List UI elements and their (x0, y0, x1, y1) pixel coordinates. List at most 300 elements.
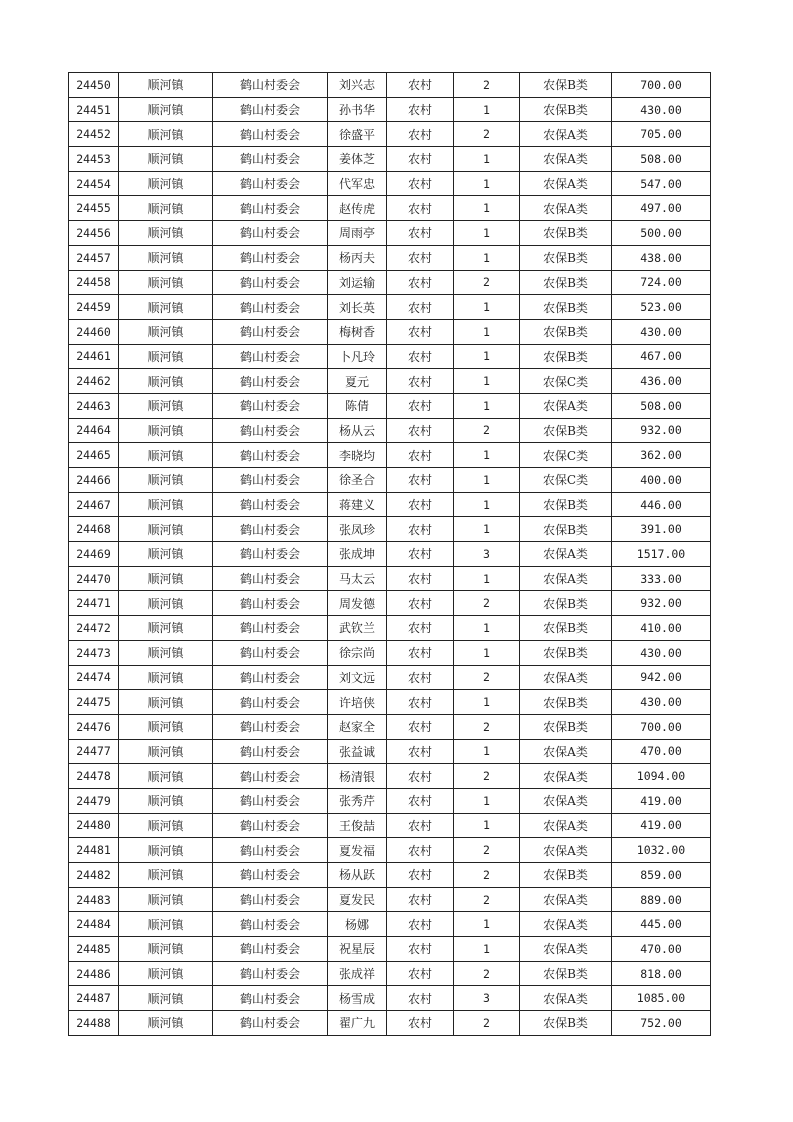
insurance-category-cell: 农保B类 (520, 961, 612, 986)
household-type-cell: 农村 (387, 147, 454, 172)
household-size-cell: 1 (454, 171, 520, 196)
household-type-cell: 农村 (387, 344, 454, 369)
table-body (69, 73, 711, 1036)
village-committee-cell: 鹤山村委会 (213, 73, 328, 98)
amount-cell: 446.00 (612, 492, 711, 517)
amount-cell: 430.00 (612, 690, 711, 715)
village-committee-cell: 鹤山村委会 (213, 418, 328, 443)
village-committee-cell: 鹤山村委会 (213, 764, 328, 789)
insurance-category-cell: 农保B类 (520, 221, 612, 246)
serial-number-cell: 24451 (69, 97, 119, 122)
serial-number-cell: 24475 (69, 690, 119, 715)
town-cell: 顺河镇 (119, 196, 213, 221)
village-committee-cell: 鹤山村委会 (213, 492, 328, 517)
amount-cell: 932.00 (612, 418, 711, 443)
insurance-category-cell: 农保A类 (520, 838, 612, 863)
household-type-cell: 农村 (387, 690, 454, 715)
insurance-category-cell: 农保B类 (520, 319, 612, 344)
amount-cell: 438.00 (612, 245, 711, 270)
household-type-cell: 农村 (387, 171, 454, 196)
insurance-category-cell: 农保B类 (520, 270, 612, 295)
town-cell: 顺河镇 (119, 887, 213, 912)
village-committee-cell: 鹤山村委会 (213, 221, 328, 246)
town-cell: 顺河镇 (119, 492, 213, 517)
serial-number-cell: 24481 (69, 838, 119, 863)
table-row (69, 813, 711, 838)
table-row (69, 1011, 711, 1036)
name-cell: 杨清银 (328, 764, 387, 789)
household-size-cell: 1 (454, 344, 520, 369)
name-cell: 王俊喆 (328, 813, 387, 838)
household-type-cell: 农村 (387, 566, 454, 591)
serial-number-cell: 24456 (69, 221, 119, 246)
town-cell: 顺河镇 (119, 542, 213, 567)
name-cell: 张秀芹 (328, 788, 387, 813)
amount-cell: 436.00 (612, 369, 711, 394)
household-size-cell: 1 (454, 245, 520, 270)
name-cell: 徐宗尚 (328, 640, 387, 665)
insurance-category-cell: 农保A类 (520, 122, 612, 147)
household-size-cell: 1 (454, 319, 520, 344)
household-type-cell: 农村 (387, 270, 454, 295)
town-cell: 顺河镇 (119, 443, 213, 468)
amount-cell: 497.00 (612, 196, 711, 221)
amount-cell: 724.00 (612, 270, 711, 295)
table-row (69, 122, 711, 147)
amount-cell: 547.00 (612, 171, 711, 196)
table-row (69, 171, 711, 196)
insurance-category-cell: 农保C类 (520, 468, 612, 493)
household-size-cell: 3 (454, 986, 520, 1011)
serial-number-cell: 24469 (69, 542, 119, 567)
table-row (69, 295, 711, 320)
town-cell: 顺河镇 (119, 517, 213, 542)
name-cell: 卜凡玲 (328, 344, 387, 369)
name-cell: 杨娜 (328, 912, 387, 937)
household-size-cell: 1 (454, 739, 520, 764)
serial-number-cell: 24482 (69, 863, 119, 888)
amount-cell: 932.00 (612, 591, 711, 616)
village-committee-cell: 鹤山村委会 (213, 393, 328, 418)
household-size-cell: 1 (454, 147, 520, 172)
serial-number-cell: 24460 (69, 319, 119, 344)
name-cell: 徐圣合 (328, 468, 387, 493)
household-type-cell: 农村 (387, 295, 454, 320)
table-row (69, 97, 711, 122)
serial-number-cell: 24476 (69, 714, 119, 739)
town-cell: 顺河镇 (119, 147, 213, 172)
household-type-cell: 农村 (387, 739, 454, 764)
table-row (69, 739, 711, 764)
insurance-category-cell: 农保A类 (520, 665, 612, 690)
household-size-cell: 1 (454, 393, 520, 418)
name-cell: 李晓均 (328, 443, 387, 468)
insurance-category-cell: 农保B类 (520, 616, 612, 641)
village-committee-cell: 鹤山村委会 (213, 566, 328, 591)
serial-number-cell: 24468 (69, 517, 119, 542)
name-cell: 梅树香 (328, 319, 387, 344)
name-cell: 张成坤 (328, 542, 387, 567)
name-cell: 夏发民 (328, 887, 387, 912)
household-type-cell: 农村 (387, 640, 454, 665)
serial-number-cell: 24485 (69, 937, 119, 962)
household-size-cell: 2 (454, 887, 520, 912)
name-cell: 姜体芝 (328, 147, 387, 172)
town-cell: 顺河镇 (119, 270, 213, 295)
household-size-cell: 3 (454, 542, 520, 567)
serial-number-cell: 24472 (69, 616, 119, 641)
serial-number-cell: 24471 (69, 591, 119, 616)
household-type-cell: 农村 (387, 443, 454, 468)
name-cell: 刘长英 (328, 295, 387, 320)
serial-number-cell: 24484 (69, 912, 119, 937)
household-type-cell: 农村 (387, 245, 454, 270)
household-size-cell: 1 (454, 690, 520, 715)
household-type-cell: 农村 (387, 813, 454, 838)
village-committee-cell: 鹤山村委会 (213, 739, 328, 764)
household-size-cell: 1 (454, 369, 520, 394)
serial-number-cell: 24450 (69, 73, 119, 98)
household-type-cell: 农村 (387, 714, 454, 739)
village-committee-cell: 鹤山村委会 (213, 665, 328, 690)
insurance-category-cell: 农保B类 (520, 245, 612, 270)
village-committee-cell: 鹤山村委会 (213, 468, 328, 493)
insurance-category-cell: 农保A类 (520, 813, 612, 838)
village-committee-cell: 鹤山村委会 (213, 245, 328, 270)
town-cell: 顺河镇 (119, 739, 213, 764)
household-type-cell: 农村 (387, 369, 454, 394)
village-committee-cell: 鹤山村委会 (213, 196, 328, 221)
town-cell: 顺河镇 (119, 665, 213, 690)
name-cell: 夏元 (328, 369, 387, 394)
amount-cell: 889.00 (612, 887, 711, 912)
village-committee-cell: 鹤山村委会 (213, 961, 328, 986)
serial-number-cell: 24453 (69, 147, 119, 172)
village-committee-cell: 鹤山村委会 (213, 344, 328, 369)
name-cell: 杨雪成 (328, 986, 387, 1011)
household-type-cell: 农村 (387, 73, 454, 98)
household-size-cell: 2 (454, 270, 520, 295)
table-row (69, 690, 711, 715)
serial-number-cell: 24452 (69, 122, 119, 147)
village-committee-cell: 鹤山村委会 (213, 887, 328, 912)
table-row (69, 591, 711, 616)
household-size-cell: 1 (454, 616, 520, 641)
insurance-category-cell: 农保B类 (520, 492, 612, 517)
amount-cell: 818.00 (612, 961, 711, 986)
household-size-cell: 1 (454, 492, 520, 517)
table-row (69, 147, 711, 172)
insurance-category-cell: 农保B类 (520, 517, 612, 542)
household-size-cell: 2 (454, 418, 520, 443)
household-type-cell: 农村 (387, 418, 454, 443)
household-type-cell: 农村 (387, 838, 454, 863)
insurance-category-cell: 农保A类 (520, 393, 612, 418)
village-committee-cell: 鹤山村委会 (213, 319, 328, 344)
serial-number-cell: 24479 (69, 788, 119, 813)
household-type-cell: 农村 (387, 542, 454, 567)
town-cell: 顺河镇 (119, 566, 213, 591)
name-cell: 刘运输 (328, 270, 387, 295)
amount-cell: 942.00 (612, 665, 711, 690)
village-committee-cell: 鹤山村委会 (213, 838, 328, 863)
household-type-cell: 农村 (387, 319, 454, 344)
household-size-cell: 2 (454, 665, 520, 690)
village-committee-cell: 鹤山村委会 (213, 517, 328, 542)
insurance-category-cell: 农保A类 (520, 566, 612, 591)
town-cell: 顺河镇 (119, 369, 213, 394)
name-cell: 马太云 (328, 566, 387, 591)
table-row (69, 788, 711, 813)
amount-cell: 1032.00 (612, 838, 711, 863)
household-type-cell: 农村 (387, 764, 454, 789)
household-type-cell: 农村 (387, 937, 454, 962)
household-type-cell: 农村 (387, 986, 454, 1011)
serial-number-cell: 24464 (69, 418, 119, 443)
table-row (69, 665, 711, 690)
household-type-cell: 农村 (387, 221, 454, 246)
serial-number-cell: 24483 (69, 887, 119, 912)
table-row (69, 344, 711, 369)
town-cell: 顺河镇 (119, 418, 213, 443)
household-size-cell: 1 (454, 295, 520, 320)
amount-cell: 508.00 (612, 393, 711, 418)
household-size-cell: 2 (454, 591, 520, 616)
household-size-cell: 2 (454, 122, 520, 147)
village-committee-cell: 鹤山村委会 (213, 122, 328, 147)
table-row (69, 196, 711, 221)
table-row (69, 640, 711, 665)
town-cell: 顺河镇 (119, 863, 213, 888)
serial-number-cell: 24462 (69, 369, 119, 394)
amount-cell: 523.00 (612, 295, 711, 320)
name-cell: 刘文远 (328, 665, 387, 690)
table-row (69, 838, 711, 863)
town-cell: 顺河镇 (119, 838, 213, 863)
serial-number-cell: 24463 (69, 393, 119, 418)
household-type-cell: 农村 (387, 863, 454, 888)
table-row (69, 961, 711, 986)
name-cell: 孙书华 (328, 97, 387, 122)
table-row (69, 863, 711, 888)
village-committee-cell: 鹤山村委会 (213, 690, 328, 715)
household-size-cell: 2 (454, 764, 520, 789)
household-type-cell: 农村 (387, 122, 454, 147)
amount-cell: 419.00 (612, 788, 711, 813)
town-cell: 顺河镇 (119, 616, 213, 641)
serial-number-cell: 24454 (69, 171, 119, 196)
town-cell: 顺河镇 (119, 690, 213, 715)
name-cell: 周发德 (328, 591, 387, 616)
name-cell: 陈倩 (328, 393, 387, 418)
town-cell: 顺河镇 (119, 295, 213, 320)
household-type-cell: 农村 (387, 887, 454, 912)
insurance-category-cell: 农保A类 (520, 887, 612, 912)
table-row (69, 492, 711, 517)
serial-number-cell: 24467 (69, 492, 119, 517)
name-cell: 张凤珍 (328, 517, 387, 542)
amount-cell: 410.00 (612, 616, 711, 641)
amount-cell: 859.00 (612, 863, 711, 888)
household-type-cell: 农村 (387, 196, 454, 221)
serial-number-cell: 24488 (69, 1011, 119, 1036)
table-row (69, 542, 711, 567)
village-committee-cell: 鹤山村委会 (213, 369, 328, 394)
table-row (69, 443, 711, 468)
insurance-category-cell: 农保A类 (520, 912, 612, 937)
household-type-cell: 农村 (387, 788, 454, 813)
village-committee-cell: 鹤山村委会 (213, 616, 328, 641)
village-committee-cell: 鹤山村委会 (213, 97, 328, 122)
village-committee-cell: 鹤山村委会 (213, 640, 328, 665)
household-type-cell: 农村 (387, 1011, 454, 1036)
town-cell: 顺河镇 (119, 937, 213, 962)
amount-cell: 400.00 (612, 468, 711, 493)
amount-cell: 467.00 (612, 344, 711, 369)
name-cell: 代军忠 (328, 171, 387, 196)
insurance-category-cell: 农保B类 (520, 73, 612, 98)
table-row (69, 937, 711, 962)
household-size-cell: 1 (454, 566, 520, 591)
serial-number-cell: 24459 (69, 295, 119, 320)
village-committee-cell: 鹤山村委会 (213, 937, 328, 962)
amount-cell: 1094.00 (612, 764, 711, 789)
household-type-cell: 农村 (387, 517, 454, 542)
amount-cell: 333.00 (612, 566, 711, 591)
household-size-cell: 2 (454, 838, 520, 863)
household-size-cell: 2 (454, 863, 520, 888)
village-committee-cell: 鹤山村委会 (213, 788, 328, 813)
table-row (69, 270, 711, 295)
village-committee-cell: 鹤山村委会 (213, 912, 328, 937)
household-size-cell: 1 (454, 196, 520, 221)
town-cell: 顺河镇 (119, 764, 213, 789)
insurance-category-cell: 农保B类 (520, 295, 612, 320)
table-row (69, 566, 711, 591)
insurance-category-cell: 农保B类 (520, 418, 612, 443)
village-committee-cell: 鹤山村委会 (213, 863, 328, 888)
name-cell: 祝星辰 (328, 937, 387, 962)
insurance-category-cell: 农保A类 (520, 937, 612, 962)
household-size-cell: 1 (454, 517, 520, 542)
serial-number-cell: 24474 (69, 665, 119, 690)
table-row (69, 418, 711, 443)
insurance-category-cell: 农保B类 (520, 1011, 612, 1036)
household-size-cell: 1 (454, 813, 520, 838)
household-size-cell: 1 (454, 221, 520, 246)
town-cell: 顺河镇 (119, 171, 213, 196)
amount-cell: 470.00 (612, 937, 711, 962)
amount-cell: 391.00 (612, 517, 711, 542)
name-cell: 张益诚 (328, 739, 387, 764)
insurance-category-cell: 农保B类 (520, 863, 612, 888)
amount-cell: 445.00 (612, 912, 711, 937)
name-cell: 赵传虎 (328, 196, 387, 221)
town-cell: 顺河镇 (119, 344, 213, 369)
household-size-cell: 2 (454, 714, 520, 739)
town-cell: 顺河镇 (119, 245, 213, 270)
town-cell: 顺河镇 (119, 591, 213, 616)
amount-cell: 500.00 (612, 221, 711, 246)
town-cell: 顺河镇 (119, 1011, 213, 1036)
insurance-category-cell: 农保A类 (520, 147, 612, 172)
household-size-cell: 2 (454, 1011, 520, 1036)
insurance-category-cell: 农保A类 (520, 764, 612, 789)
amount-cell: 419.00 (612, 813, 711, 838)
table-row (69, 616, 711, 641)
town-cell: 顺河镇 (119, 714, 213, 739)
insurance-category-cell: 农保A类 (520, 542, 612, 567)
table-row (69, 764, 711, 789)
serial-number-cell: 24478 (69, 764, 119, 789)
subsidy-table (68, 72, 711, 1036)
name-cell: 夏发福 (328, 838, 387, 863)
village-committee-cell: 鹤山村委会 (213, 591, 328, 616)
household-size-cell: 1 (454, 912, 520, 937)
serial-number-cell: 24480 (69, 813, 119, 838)
serial-number-cell: 24477 (69, 739, 119, 764)
town-cell: 顺河镇 (119, 393, 213, 418)
name-cell: 许培侠 (328, 690, 387, 715)
name-cell: 张成祥 (328, 961, 387, 986)
name-cell: 周雨亭 (328, 221, 387, 246)
household-size-cell: 1 (454, 443, 520, 468)
village-committee-cell: 鹤山村委会 (213, 270, 328, 295)
amount-cell: 700.00 (612, 714, 711, 739)
table-row (69, 369, 711, 394)
household-size-cell: 2 (454, 73, 520, 98)
town-cell: 顺河镇 (119, 468, 213, 493)
insurance-category-cell: 农保A类 (520, 986, 612, 1011)
village-committee-cell: 鹤山村委会 (213, 295, 328, 320)
table-row (69, 319, 711, 344)
amount-cell: 1517.00 (612, 542, 711, 567)
town-cell: 顺河镇 (119, 221, 213, 246)
insurance-category-cell: 农保A类 (520, 739, 612, 764)
town-cell: 顺河镇 (119, 122, 213, 147)
town-cell: 顺河镇 (119, 986, 213, 1011)
village-committee-cell: 鹤山村委会 (213, 147, 328, 172)
amount-cell: 362.00 (612, 443, 711, 468)
amount-cell: 752.00 (612, 1011, 711, 1036)
household-type-cell: 农村 (387, 912, 454, 937)
insurance-category-cell: 农保A类 (520, 171, 612, 196)
household-type-cell: 农村 (387, 616, 454, 641)
insurance-category-cell: 农保C类 (520, 443, 612, 468)
village-committee-cell: 鹤山村委会 (213, 443, 328, 468)
insurance-category-cell: 农保B类 (520, 97, 612, 122)
town-cell: 顺河镇 (119, 640, 213, 665)
name-cell: 武钦兰 (328, 616, 387, 641)
name-cell: 翟广九 (328, 1011, 387, 1036)
insurance-category-cell: 农保B类 (520, 640, 612, 665)
insurance-category-cell: 农保B类 (520, 690, 612, 715)
serial-number-cell: 24458 (69, 270, 119, 295)
household-type-cell: 农村 (387, 665, 454, 690)
household-size-cell: 2 (454, 961, 520, 986)
household-size-cell: 1 (454, 788, 520, 813)
table-row (69, 714, 711, 739)
household-type-cell: 农村 (387, 97, 454, 122)
name-cell: 杨从云 (328, 418, 387, 443)
village-committee-cell: 鹤山村委会 (213, 714, 328, 739)
village-committee-cell: 鹤山村委会 (213, 1011, 328, 1036)
amount-cell: 470.00 (612, 739, 711, 764)
amount-cell: 508.00 (612, 147, 711, 172)
name-cell: 赵家全 (328, 714, 387, 739)
town-cell: 顺河镇 (119, 319, 213, 344)
town-cell: 顺河镇 (119, 788, 213, 813)
